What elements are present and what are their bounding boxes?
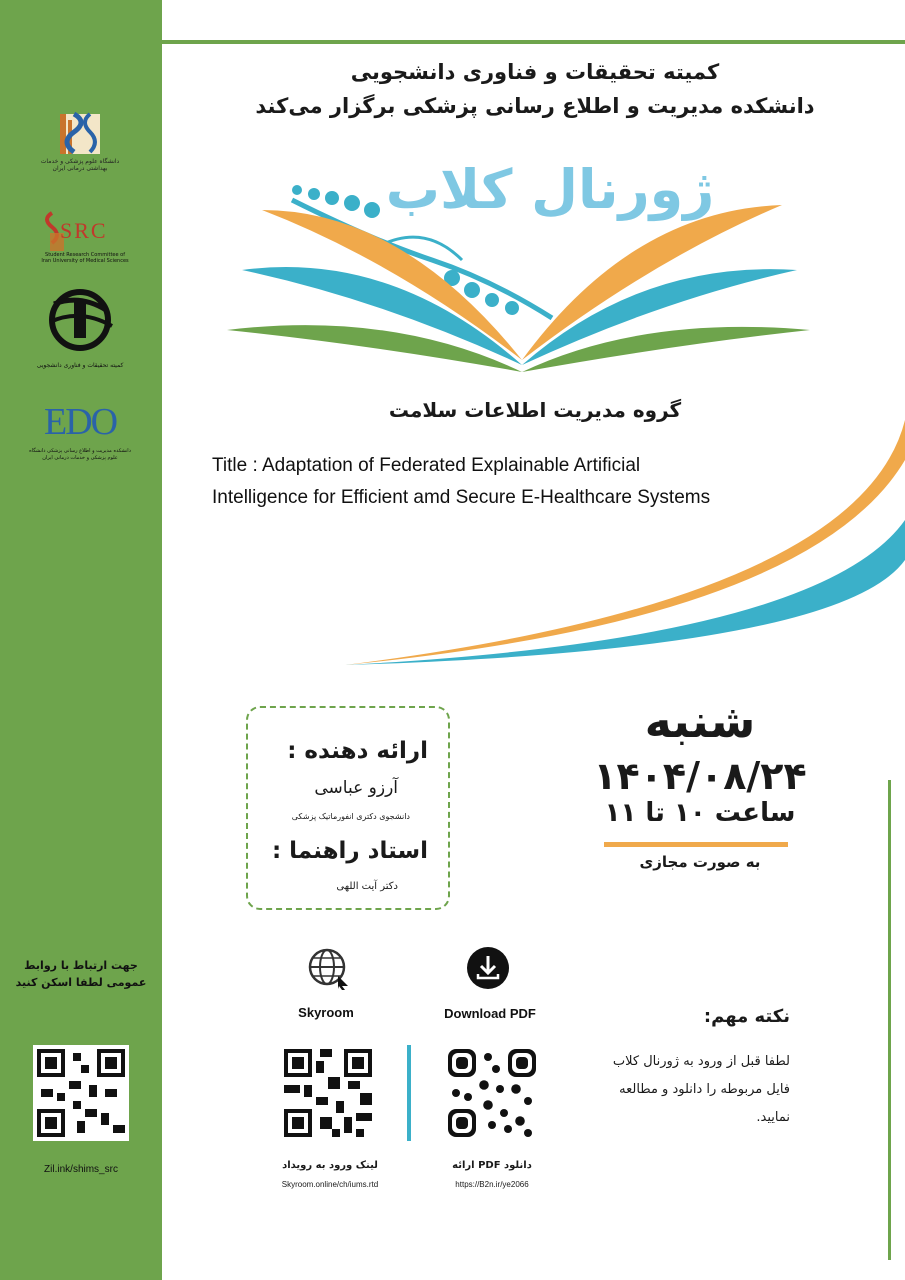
download-qr-code[interactable]: [444, 1045, 540, 1141]
top-divider: [162, 40, 905, 44]
right-divider: [888, 780, 891, 1260]
university-logo-text: دانشگاه علوم پزشکی و خدمات بهداشتی درمانی ایران: [40, 158, 120, 172]
edo-logo-caption: دانشکده مدیریت و اطلاع رسانی پزشکی دانشگاه علوم پزشکی و خدمات درمانی ایران: [29, 448, 131, 461]
header-line2: دانشکده مدیریت و اطلاع رسانی پزشکی برگزار می‌کند: [255, 94, 815, 118]
note-line3: نمایید.: [756, 1110, 790, 1125]
edo-logo-icon: EDO: [44, 401, 117, 443]
presentation-title-line2: Intelligence for Efficient amd Secure E-Healthcare Systems: [212, 487, 711, 508]
presentation-title: [212, 450, 812, 514]
event-day: شنبه: [644, 694, 756, 748]
event-time: ساعت ۱۰ تا ۱۱: [604, 798, 796, 828]
research-committee-logo-text: کمیته تحقیقات و فناوری دانشجویی: [36, 362, 124, 369]
skyroom-caption: لینک ورود به رویداد: [282, 1160, 378, 1171]
advisor-label: استاد راهنما :: [271, 838, 428, 864]
sidebar-link[interactable]: Zil.ink/shims_src: [44, 1164, 118, 1175]
skyroom-label[interactable]: Skyroom: [298, 1005, 354, 1020]
download-icon[interactable]: [466, 946, 510, 990]
note-heading: نکته مهم:: [703, 1006, 790, 1027]
download-pdf-label[interactable]: Download PDF: [444, 1006, 536, 1021]
note-line2: فایل مربوطه را دانلود و مطالعه: [619, 1082, 790, 1097]
event-mode: به صورت مجازی: [639, 853, 761, 871]
header-line1: کمیته تحقیقات و فناوری دانشجویی: [350, 60, 720, 84]
presentation-title-line1: Title : Adaptation of Federated Explainable Artificial: [212, 455, 641, 476]
globe-icon[interactable]: [306, 946, 350, 990]
presenter-role: دانشجوی دکتری انفورماتیک پزشکی: [291, 812, 410, 821]
sidebar: [0, 0, 162, 1280]
research-committee-logo-icon: [30, 282, 130, 362]
skyroom-qr-code[interactable]: [280, 1045, 376, 1141]
note-line1: لطفا قبل از ورود به ژورنال کلاب: [612, 1054, 790, 1069]
download-caption: دانلود PDF ارائه: [452, 1160, 532, 1171]
sidebar-qr-code[interactable]: [33, 1045, 129, 1141]
date-underline: [604, 842, 788, 847]
group-title: گروه مدیریت اطلاعات سلامت: [388, 398, 682, 422]
decorative-swoosh: [340, 400, 905, 670]
src-logo-text: SRC: [60, 218, 108, 243]
skyroom-url[interactable]: Skyroom.online/ch/iums.rtd: [281, 1180, 379, 1189]
download-url[interactable]: https://B2n.ir/ye2066: [455, 1180, 529, 1189]
src-logo-caption: Student Research Committee of Iran University of Medical Sciences: [41, 252, 129, 264]
presenter-name: آرزو عباسی: [314, 778, 398, 798]
presenter-label: ارائه دهنده :: [287, 738, 428, 764]
journal-club-title: ژورنال کلاب: [385, 158, 715, 221]
note-text: [560, 1048, 790, 1132]
qr-divider: [407, 1045, 411, 1141]
sidebar-contact-text: جهت ارتباط با روابط عمومی لطفا اسکن کنید: [15, 959, 147, 989]
presenter-box: [246, 706, 450, 910]
event-date: ۱۴۰۴/۰۸/۲۴: [593, 754, 807, 798]
advisor-name: دکتر آیت اللهی: [336, 881, 398, 892]
